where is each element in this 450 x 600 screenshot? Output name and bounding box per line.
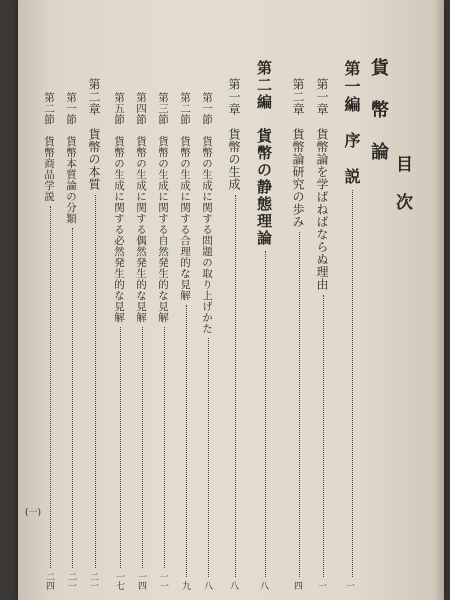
toc-heading: 目 次	[392, 155, 412, 212]
toc-leader-dots	[142, 327, 143, 568]
toc-entry-page: 一七	[114, 572, 124, 590]
toc-entry-page: 二四	[44, 572, 54, 590]
toc-entry-label: 第一編 序 説	[342, 60, 361, 186]
toc-leader-dots	[50, 206, 51, 568]
toc-entry-page: 八	[228, 581, 238, 590]
toc-entry-label: 第二章 貨幣の本質	[87, 78, 101, 191]
toc-leader-dots	[120, 327, 121, 568]
toc-leader-dots	[235, 195, 236, 578]
toc-entry-page: 八	[202, 581, 212, 590]
toc-entry-page: 一	[344, 581, 354, 590]
toc-leader-dots	[208, 338, 209, 577]
toc-leader-dots	[186, 305, 187, 577]
page-folio: (一)	[25, 508, 42, 518]
toc-entry-page: 一一	[158, 572, 168, 590]
book-page	[18, 0, 444, 600]
toc-entry-label: 第四節 貨幣の生成に関する偶然発生的な見解	[135, 92, 147, 323]
toc-entry-label: 第三節 貨幣の生成に関する自然発生的な見解	[157, 92, 169, 323]
toc-entry-label: 第一章 貨幣の生成	[227, 78, 241, 191]
toc-entry-page: 一	[316, 581, 326, 590]
toc-entry-page: 九	[180, 581, 190, 590]
toc-leader-dots	[352, 190, 353, 577]
toc-leader-dots	[265, 251, 266, 577]
toc-leader-dots	[299, 232, 300, 577]
toc-leader-dots	[164, 327, 165, 568]
toc-leader-dots	[95, 195, 96, 569]
toc-entry-page: 四	[292, 581, 302, 590]
toc-entry-page: 八	[258, 581, 268, 590]
toc-entry-label: 第一節 貨幣の生成に関する問題の取り上げかた	[201, 92, 213, 334]
toc-entry-label: 第二章 貨幣論研究の歩み	[291, 78, 305, 228]
toc-entry-label: 第五節 貨幣の生成に関する必然発生的な見解	[113, 92, 125, 323]
book-title: 貨 幣 論	[368, 58, 389, 163]
toc-entry-page: 二一	[66, 572, 76, 590]
toc-entry-page: 二一	[88, 572, 98, 590]
toc-entry-page: 一四	[136, 572, 146, 590]
toc-entry-label: 第二節 貨幣商品学説	[43, 92, 55, 202]
toc-entry-label: 第二編 貨幣の静態理論	[255, 60, 273, 247]
toc-entry-label: 第一節 貨幣本質論の分類	[65, 92, 77, 224]
toc-entry-label: 第一章 貨幣論を学ばねばならぬ理由	[315, 78, 329, 291]
toc-leader-dots	[72, 228, 73, 568]
toc-leader-dots	[323, 295, 324, 578]
toc-entry-label: 第二節 貨幣の生成に関する合理的な見解	[179, 92, 191, 301]
